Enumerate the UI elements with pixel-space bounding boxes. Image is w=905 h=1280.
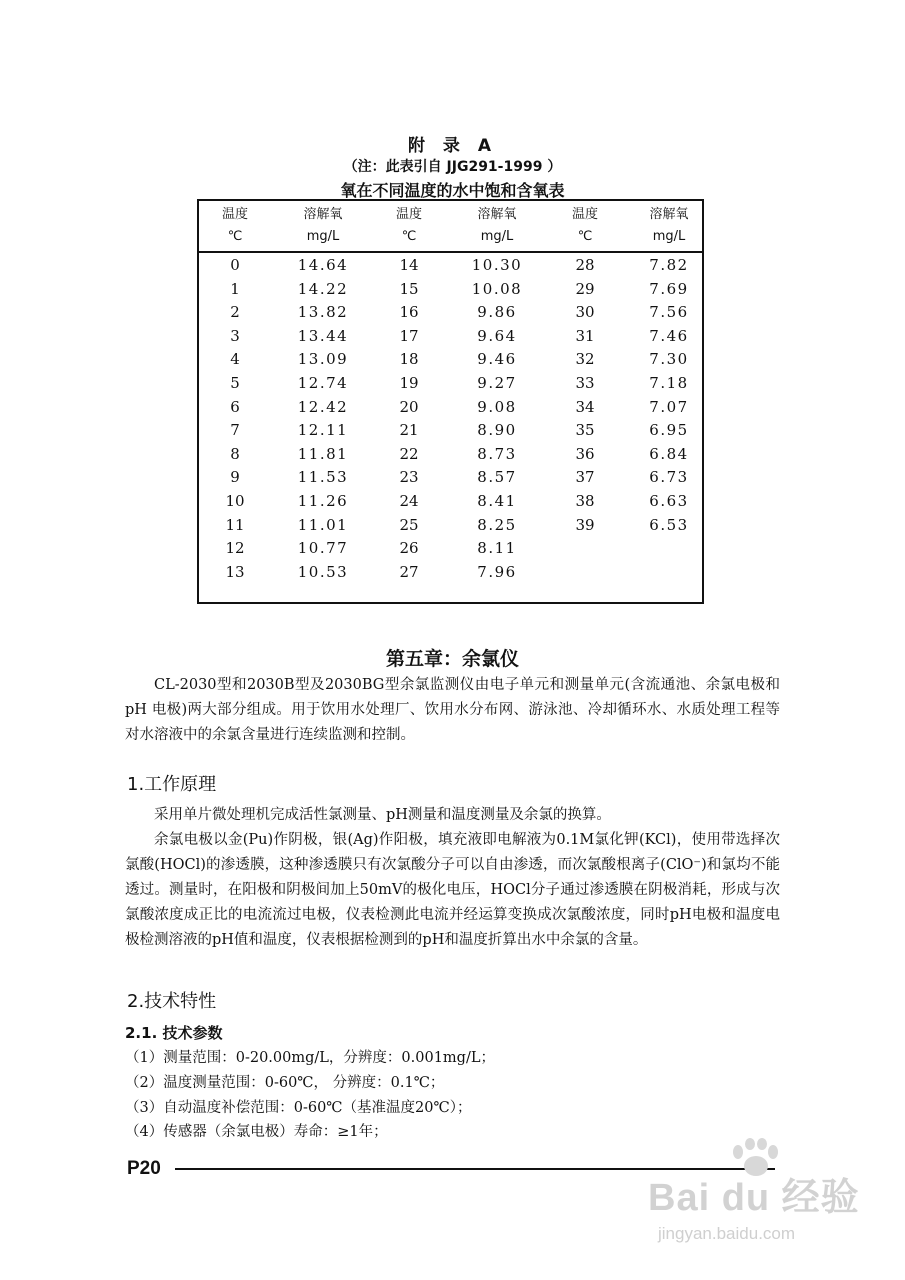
chapter-title: 第五章：余氯仪	[385, 648, 519, 670]
watermark-brand: Bai du 经验	[648, 1177, 860, 1219]
table-header-cell: 温度 ℃	[395, 207, 422, 244]
table-cell: 7	[230, 421, 240, 440]
spec-item: （1）测量范围：0-20.00mg/L，分辨度：0.001mg/L；	[125, 1050, 495, 1066]
table-cell: 7.69	[649, 279, 689, 298]
baidu-watermark	[640, 1138, 880, 1268]
table-cell: 14	[399, 256, 419, 274]
table-cell: 14.22	[297, 279, 349, 298]
table-cell: 18	[399, 350, 419, 369]
table-cell: 7.96	[477, 562, 517, 581]
table-cell: 33	[575, 374, 595, 392]
principle-paragraph-1: 采用单片微处理机完成活性氯测量、pH测量和温度测量及余氯的换算。	[154, 807, 611, 823]
table-cell: 4	[230, 350, 240, 369]
table-cell: 20	[399, 397, 419, 416]
table-header-cell: 温度 ℃	[221, 207, 248, 244]
table-cell: 1	[230, 279, 240, 298]
table-cell: 26	[399, 539, 419, 558]
table-cell: 39	[575, 515, 595, 534]
section-heading-principle: 1.工作原理	[127, 774, 217, 795]
table-cell: 12.42	[297, 397, 349, 416]
table-cell: 27	[399, 562, 419, 581]
table-cell: 30	[575, 303, 595, 322]
table-cell: 35	[575, 421, 595, 440]
table-cell: 10.77	[297, 539, 349, 558]
table-cell: 8.90	[477, 421, 517, 440]
table-header-cell: 溶解氧 mg/L	[649, 207, 689, 244]
table-cell: 19	[399, 374, 419, 392]
section-heading-specs: 2.技术特性	[127, 991, 217, 1012]
table-cell: 9	[230, 468, 240, 487]
table-cell: 21	[399, 421, 419, 440]
table-cell: 28	[575, 256, 595, 274]
table-cell: 9.27	[477, 374, 517, 392]
table-cell: 10.08	[471, 279, 523, 298]
table-cell: 6.73	[649, 468, 689, 487]
table-cell: 37	[575, 468, 595, 487]
table-cell: 9.86	[477, 303, 517, 322]
table-cell: 38	[575, 492, 595, 510]
table-cell: 6.63	[649, 492, 689, 510]
table-cell: 7.18	[649, 374, 689, 392]
table-cell: 11.53	[297, 468, 349, 487]
table-header-cell: 溶解氧 mg/L	[303, 207, 343, 244]
table-cell: 24	[399, 492, 419, 510]
principle-paragraph-2: 余氯电极以金(Pu)作阴极，银(Ag)作阳极，填充液即电解液为0.1M氯化钾(KCl)，使用带选择次氯酸(HOCl)的渗透膜，这种渗透膜只有次氯酸分子可以自由渗透，而次氯酸根离子(ClO⁻)和氯均不能透过。测量时，在阳极和阴极间加上50mV的极化电压，HOCl分子通过渗透膜在阴极消耗，形成与次氯酸浓度成正比的电流流过电极，仪表检测此电流并经运算变换成次氯酸浓度，同时pH电极和温度电极检测溶液的pH值和温度，仪表根据检测到的pH和温度折算出水中余氯的含量。	[125, 832, 780, 948]
table-cell: 6.53	[649, 515, 689, 534]
table-cell: 13.82	[297, 303, 349, 322]
table-cell: 11.81	[297, 444, 349, 463]
spec-item: （3）自动温度补偿范围：0-60℃（基准温度20℃）；	[125, 1100, 472, 1116]
appendix-note: （注：此表引自 JJG291-1999 ）	[343, 159, 562, 175]
table-cell: 10.30	[471, 256, 523, 274]
chapter-intro: CL-2030型和2030B型及2030BG型余氯监测仪由电子单元和测量单元(含流通池、余氯电极和 pH 电极)两大部分组成。用于饮用水处理厂、饮用水分布网、游泳池、冷却循环水、水质处理工程等对水溶液中的余氯含量进行连续监测和控制。	[125, 677, 780, 743]
table-cell: 9.46	[477, 350, 517, 369]
table-cell: 3	[230, 326, 240, 345]
table-cell: 9.64	[477, 326, 517, 345]
table-cell: 11.26	[297, 492, 349, 510]
table-cell: 32	[575, 350, 595, 369]
table-cell: 22	[399, 444, 419, 463]
table-title: 氧在不同温度的水中饱和含氧表	[340, 181, 565, 200]
table-cell: 14.64	[297, 256, 349, 274]
table-cell: 12.11	[297, 421, 349, 440]
table-cell: 9.08	[477, 397, 517, 416]
table-cell: 17	[399, 326, 419, 345]
oxygen-saturation-table	[197, 199, 704, 604]
table-cell: 8.41	[477, 492, 517, 510]
table-cell: 7.82	[649, 256, 689, 274]
table-cell: 15	[399, 279, 419, 298]
table-cell: 8	[230, 444, 240, 463]
table-cell: 23	[399, 468, 419, 487]
table-cell: 6	[230, 397, 240, 416]
table-cell: 0	[230, 256, 240, 274]
table-cell: 7.46	[649, 326, 689, 345]
table-cell: 8.73	[477, 444, 517, 463]
table-cell: 29	[575, 279, 595, 298]
table-cell: 7.56	[649, 303, 689, 322]
table-cell: 12	[225, 539, 245, 558]
table-header-row	[199, 201, 702, 253]
table-cell: 11	[225, 515, 245, 534]
table-cell: 8.57	[477, 468, 517, 487]
table-cell: 8.11	[477, 539, 517, 558]
table-cell: 7.30	[649, 350, 689, 369]
table-header-cell: 温度 ℃	[571, 207, 598, 244]
table-cell: 7.07	[649, 397, 689, 416]
spec-item: （4）传感器（余氯电极）寿命：≥1年；	[125, 1124, 388, 1140]
table-cell: 13	[225, 562, 245, 581]
table-cell: 16	[399, 303, 419, 322]
page-number: P20	[127, 1158, 161, 1179]
table-cell: 25	[399, 515, 419, 534]
table-cell: 10	[225, 492, 245, 510]
table-cell: 6.84	[649, 444, 689, 463]
table-cell: 13.09	[297, 350, 349, 369]
table-cell: 6.95	[649, 421, 689, 440]
watermark-url: jingyan.baidu.com	[658, 1224, 796, 1243]
table-header-cell: 溶解氧 mg/L	[477, 207, 517, 244]
spec-item: （2）温度测量范围：0-60℃， 分辨度：0.1℃；	[125, 1075, 445, 1091]
table-cell: 12.74	[297, 374, 349, 392]
table-cell: 31	[575, 326, 595, 345]
table-cell: 2	[230, 303, 240, 322]
table-cell: 10.53	[297, 562, 349, 581]
table-cell: 13.44	[297, 326, 349, 345]
table-cell: 8.25	[477, 515, 517, 534]
subsection-heading-params: 2.1. 技术参数	[125, 1024, 223, 1042]
table-cell: 34	[575, 397, 595, 416]
table-cell: 5	[230, 374, 240, 392]
appendix-title: 附 录 A	[408, 136, 497, 156]
table-cell: 11.01	[297, 515, 349, 534]
table-cell: 36	[575, 444, 595, 463]
